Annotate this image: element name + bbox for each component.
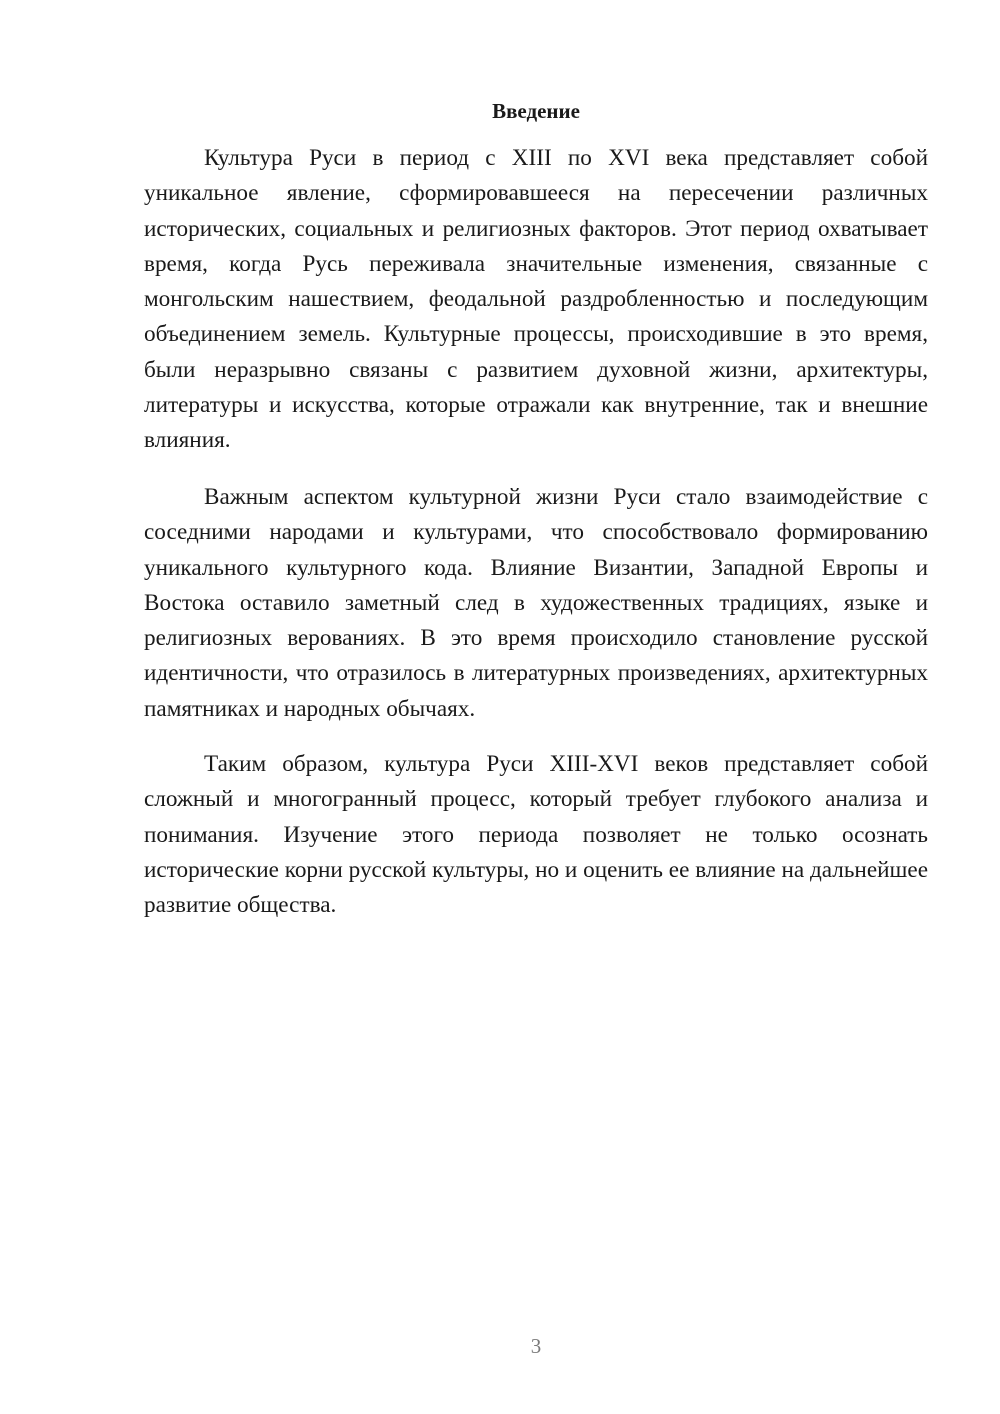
paragraph-1: Культура Руси в период с XIII по XVI века представляет собой уникальное явление, сформировавшееся на пересечении различных исторических, социальных и религиозных факторов. Этот период охватывает время, когда Русь переживала значительные изменения, связанные с монгольским нашествием, феодальной раздробленностью и последующим объединением земель. Культурные процессы, происходившие в это время, были неразрывно связаны с развитием духовной жизни, архитектуры, литературы и искусства, которые отражали как внутренние, так и внешние влияния. — [144, 145, 928, 454]
page-number: 3 — [530, 1334, 542, 1358]
paragraph-2: Важным аспектом культурной жизни Руси стало взаимодействие с соседними народами и культурами, что способствовало формированию уникального культурного кода. Влияние Византии, Западной Европы и Востока оставило заметный след в художественных традициях, языке и религиозных верованиях. В это время происходило становление русской идентичности, что отразилось в литературных произведениях, архитектурных памятниках и народных обычаях. — [144, 484, 928, 722]
paragraph-3: Таким образом, культура Руси XIII-XVI веков представляет собой сложный и многогранный процесс, который требует глубокого анализа и понимания. Изучение этого периода позволяет не только осознать исторические корни русской культуры, но и оценить ее влияние на дальнейшее развитие общества. — [144, 751, 928, 919]
section-title: Введение — [492, 99, 580, 123]
